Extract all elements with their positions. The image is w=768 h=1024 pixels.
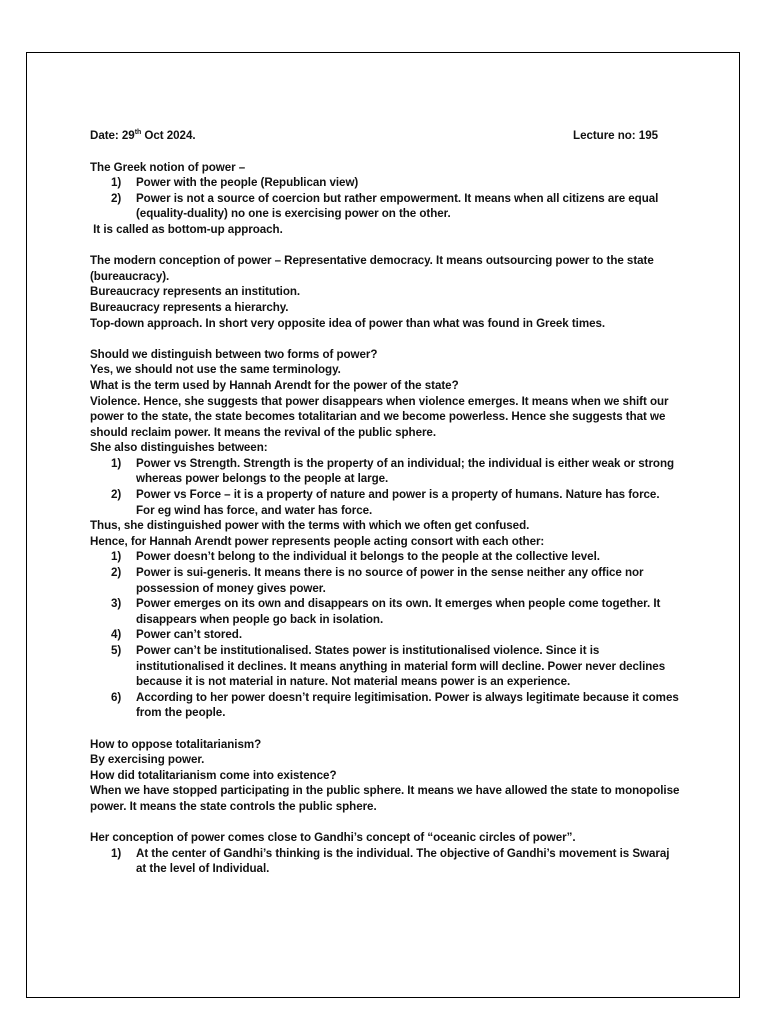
paragraph: Should we distinguish between two forms of power? <box>90 347 378 361</box>
paragraph: Hence, for Hannah Arendt power represents people acting consort with each other: <box>90 534 545 548</box>
lecture-notes <box>90 128 680 877</box>
paragraph: The modern conception of power – Representative democracy. It means outsourcing power to the state (bureaucracy). <box>90 254 654 283</box>
list-item: 2) Power is sui-generis. It means there is no source of power in the sense neither any office nor possession of money gives power. <box>111 566 644 595</box>
paragraph: Top-down approach. In short very opposite idea of power than what was found in Greek times. <box>90 316 606 330</box>
paragraph: Thus, she distinguished power with the terms with which we often get confused. <box>90 519 530 533</box>
header <box>90 128 680 144</box>
gandhi-list <box>90 846 680 877</box>
list-item: 1) Power doesn’t belong to the individual it belongs to the people at the collective level. <box>111 550 600 564</box>
paragraph: How did totalitarianism come into existence? <box>90 768 337 782</box>
date: Date: 29th Oct 2024. <box>90 129 196 142</box>
paragraph: Violence. Hence, she suggests that power disappears when violence emerges. It means when we shift our power to the state, the state becomes totalitarian and we become powerless. Hence she suggests that we should reclaim power. It means the revival of the public sphere. <box>90 394 669 439</box>
list-item: 1) Power vs Strength. Strength is the property of an individual; the individual is either weak or strong whereas power belongs to the people at large. <box>111 456 675 486</box>
arendt-power-list <box>90 549 680 721</box>
greek-power-list <box>90 175 680 222</box>
bottom-up-line: It is called as bottom-up approach. <box>90 222 283 236</box>
list-item: 5) Power can’t be institutionalised. States power is institutionalised violence. Since it is institutionalised it declines. It means anything in material form will decline. Power never declines because it is not material in nature. Not material means power is an experience. <box>111 644 666 689</box>
list-item: 1) Power with the people (Republican view) <box>111 176 359 190</box>
paragraph: What is the term used by Hannah Arendt for the power of the state? <box>90 378 459 392</box>
lecture-number: Lecture no: 195 <box>573 129 658 142</box>
list-item: 1) At the center of Gandhi’s thinking is the individual. The objective of Gandhi’s movement is Swaraj at the level of Individual. <box>111 846 670 876</box>
paragraph: Bureaucracy represents a hierarchy. <box>90 300 289 314</box>
paragraph: By exercising power. <box>90 753 205 767</box>
list-item: 4) Power can’t stored. <box>111 628 242 642</box>
greek-power-heading: The Greek notion of power – <box>90 160 246 174</box>
list-item: 3) Power emerges on its own and disappears on its own. It emerges when people come together. It disappears when people go back in isolation. <box>111 597 661 626</box>
distinction-list <box>90 456 680 518</box>
list-item: 2) Power is not a source of coercion but rather empowerment. It means when all citizens are equal (equality-duality) no one is exercising power on the other. <box>111 191 659 221</box>
list-item: 6) According to her power doesn’t require legitimisation. Power is always legitimate because it comes from the people. <box>111 690 679 720</box>
paragraph: How to oppose totalitarianism? <box>90 737 262 751</box>
gandhi-heading: Her conception of power comes close to Gandhi’s concept of “oceanic circles of power”. <box>90 831 576 845</box>
paragraph: Yes, we should not use the same terminology. <box>90 363 341 377</box>
list-item: 2) Power vs Force – it is a property of nature and power is a property of humans. Nature has force. For eg wind has force, and water has force. <box>111 488 660 517</box>
paragraph: She also distinguishes between: <box>90 441 268 455</box>
paragraph: When we have stopped participating in the public sphere. It means we have allowed the state to monopolise power. It means the state controls the public sphere. <box>90 784 680 813</box>
paragraph: Bureaucracy represents an institution. <box>90 285 301 299</box>
